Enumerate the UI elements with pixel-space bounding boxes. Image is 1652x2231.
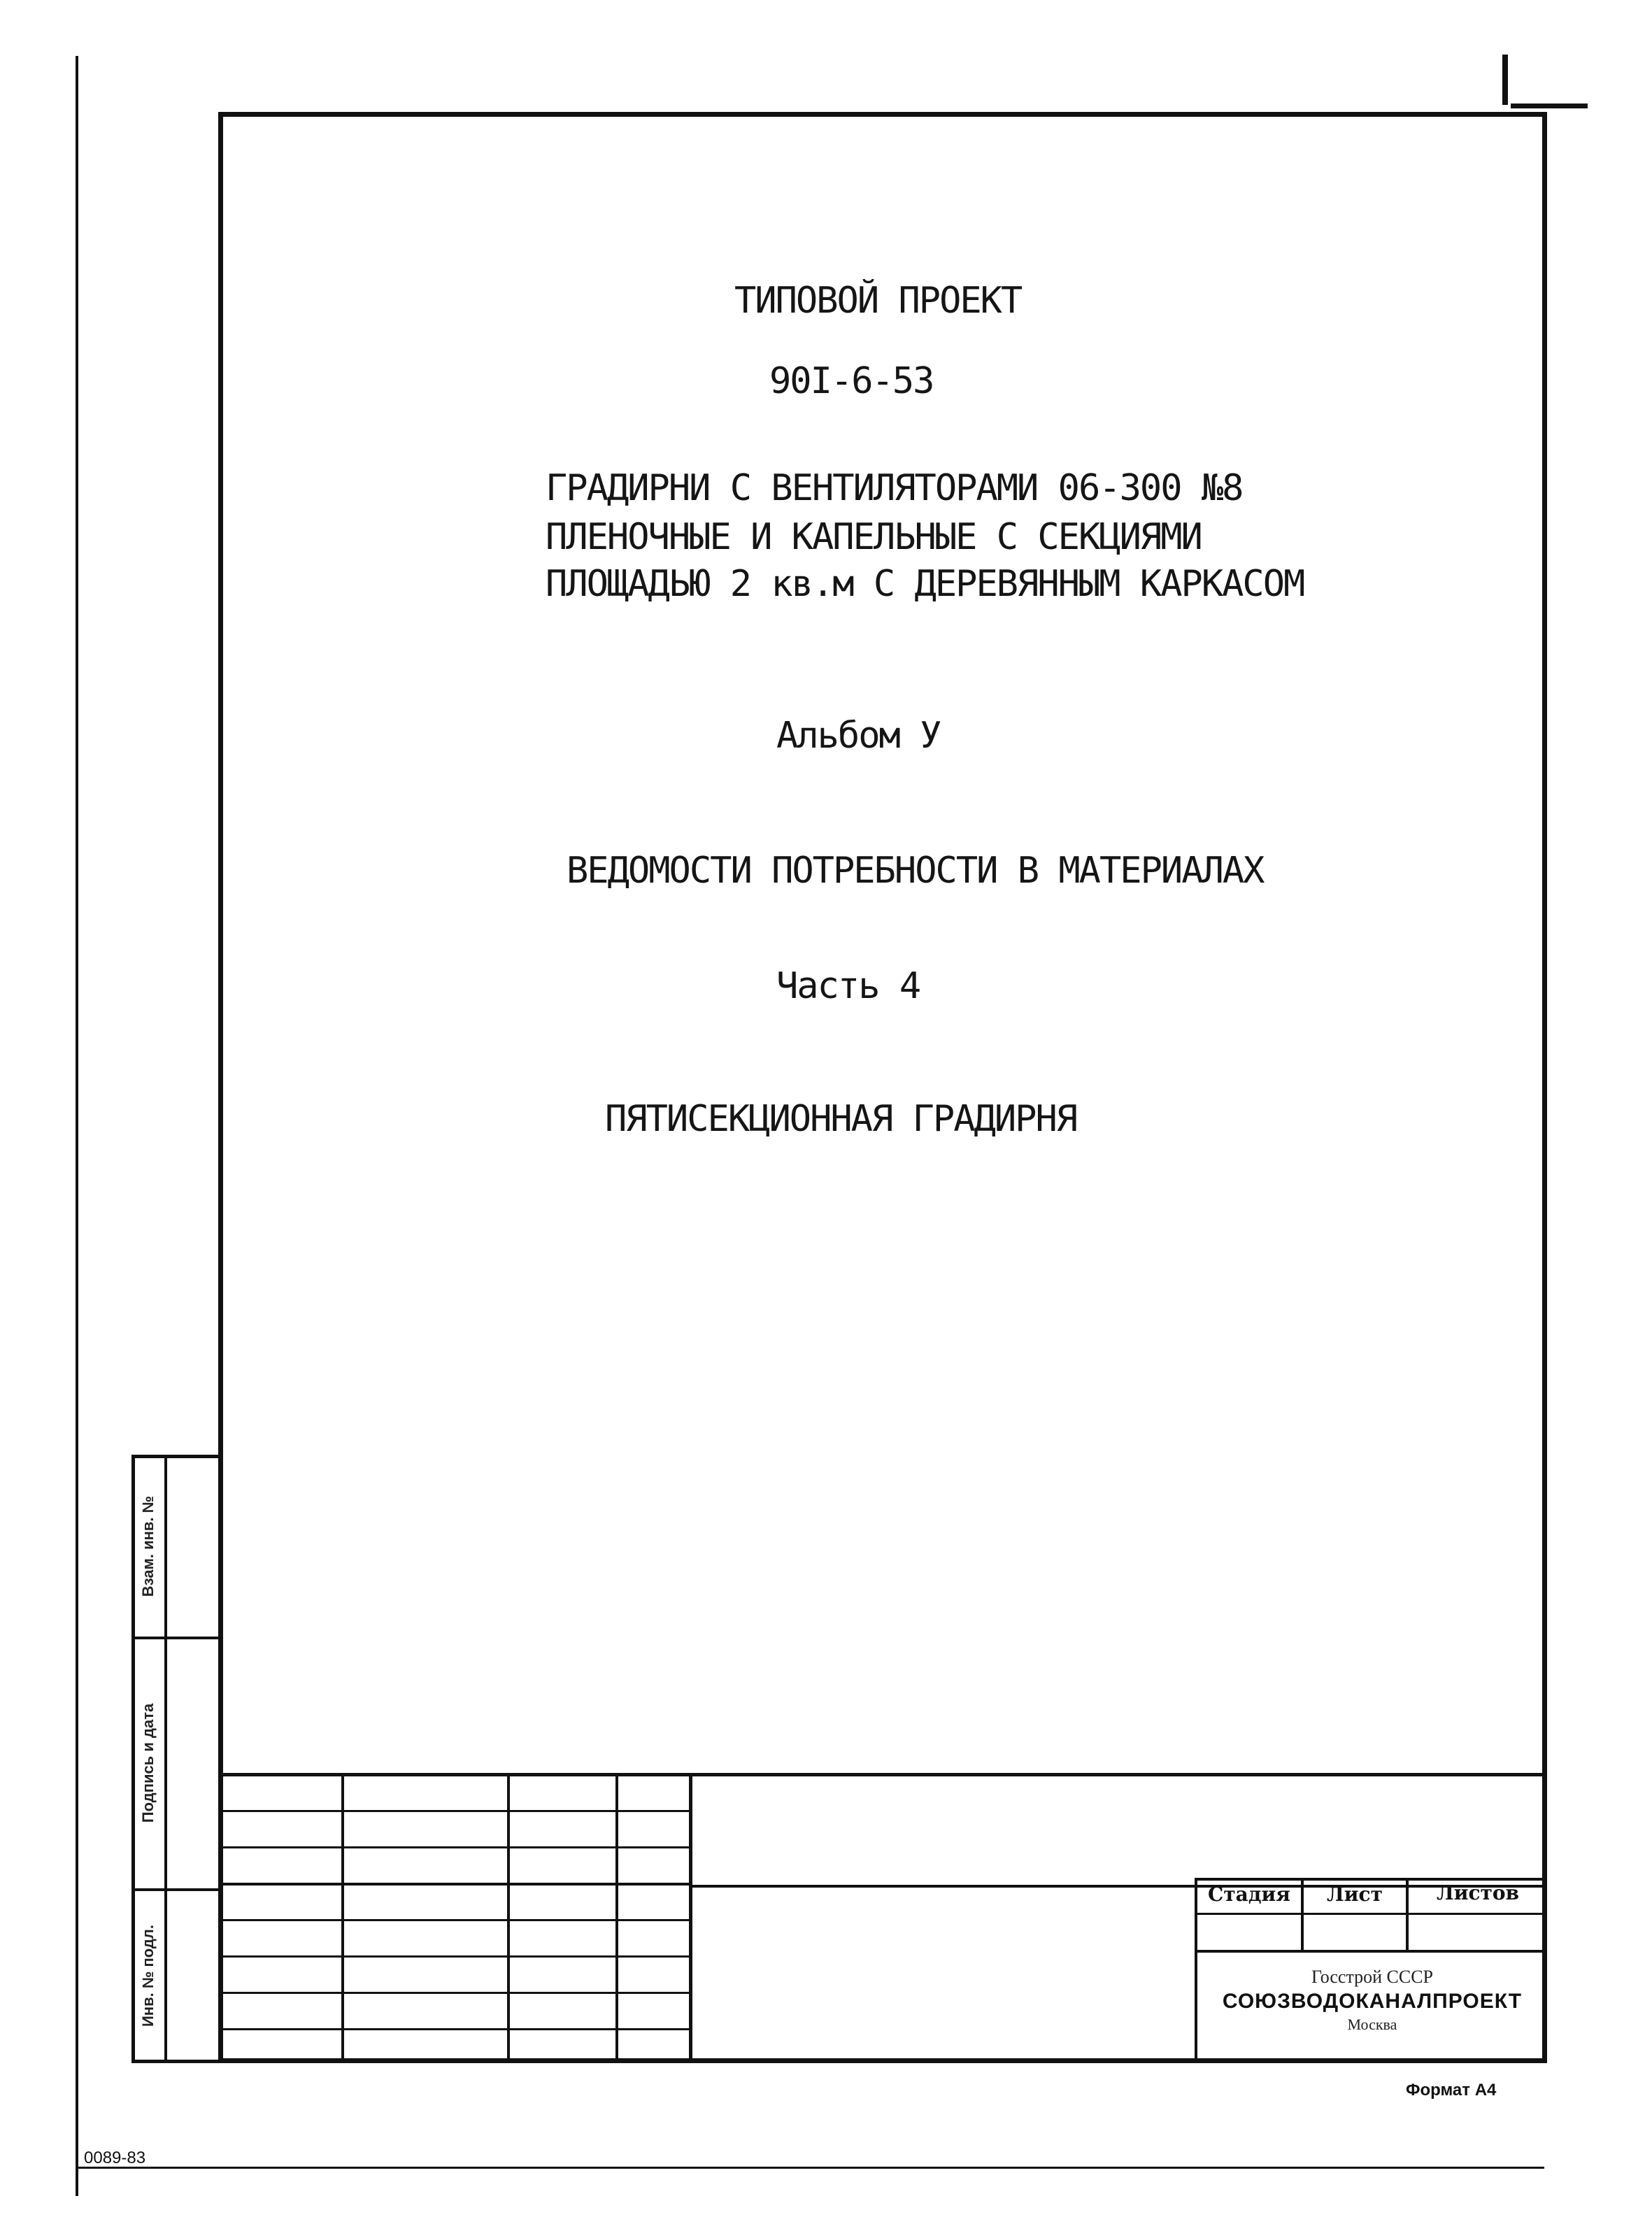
section-title: ВЕДОМОСТИ ПОТРЕБНОСТИ В МАТЕРИАЛАХ [567,850,1264,892]
stamp-stage-row [1195,1913,1547,1915]
rev-col-2 [507,1773,510,2063]
stamp-header-sheet: Лист [1327,1883,1383,1906]
side-stamp-row-2 [131,1888,222,1891]
rev-row-7 [218,2028,690,2030]
album-label: Альбом У [776,715,941,757]
rev-row-5 [218,1955,690,1958]
stamp-header-sheets: Листов [1436,1881,1520,1904]
side-label-replace-inv: Взам. инв. № [139,1495,157,1597]
side-label-signature-date: Подпись и дата [139,1703,157,1823]
binding-margin-line [76,56,78,2196]
stamp-top-line [218,1773,1547,1776]
side-stamp-divider [164,1455,167,2063]
registration-mark-horizontal [1511,104,1588,108]
stamp-stage-bottom [1195,1950,1547,1953]
project-title-line-1: ГРАДИРНИ С ВЕНТИЛЯТОРАМИ 06-300 №8 [546,467,1243,509]
project-title-line-3: ПЛОЩАДЬЮ 2 кв.м С ДЕРЕВЯННЫМ КАРКАСОМ [546,563,1304,605]
document-code: 0089-83 [84,2148,146,2167]
project-type: ТИПОВОЙ ПРОЕКТ [734,280,1022,322]
rev-col-3 [615,1773,618,2063]
rev-row-3 [218,1883,690,1886]
stamp-org-line-3: Москва [1347,2016,1397,2033]
stamp-header-stage: Стадия [1208,1883,1290,1906]
drawing-frame [218,112,1547,2063]
rev-col-1 [341,1773,344,2063]
rev-col-4 [689,1773,692,2063]
stamp-org-line-2: СОЮЗВОДОКАНАЛПРОЕКТ [1222,1990,1523,2013]
side-stamp-row-1 [131,1637,222,1639]
bottom-trim-line [76,2167,1544,2169]
part-label: Часть 4 [776,965,920,1007]
rev-row-6 [218,1992,690,1994]
project-number: 90I-6-53 [769,360,934,402]
stamp-org-line-1: Госстрой СССР [1311,1967,1434,1987]
stamp-stage-top [1195,1878,1547,1881]
subtitle: ПЯТИСЕКЦИОННАЯ ГРАДИРНЯ [605,1098,1077,1140]
format-label: Формат А4 [1406,2081,1497,2100]
project-title-line-2: ПЛЕНОЧНЫЕ И КАПЕЛЬНЫЕ С СЕКЦИЯМИ [546,516,1202,558]
rev-row-1 [218,1810,690,1812]
registration-mark-vertical [1502,55,1508,105]
rev-row-4 [218,1919,690,1921]
rev-row-2 [218,1846,690,1848]
side-label-inv-orig: Инв. № подл. [139,1925,157,2027]
